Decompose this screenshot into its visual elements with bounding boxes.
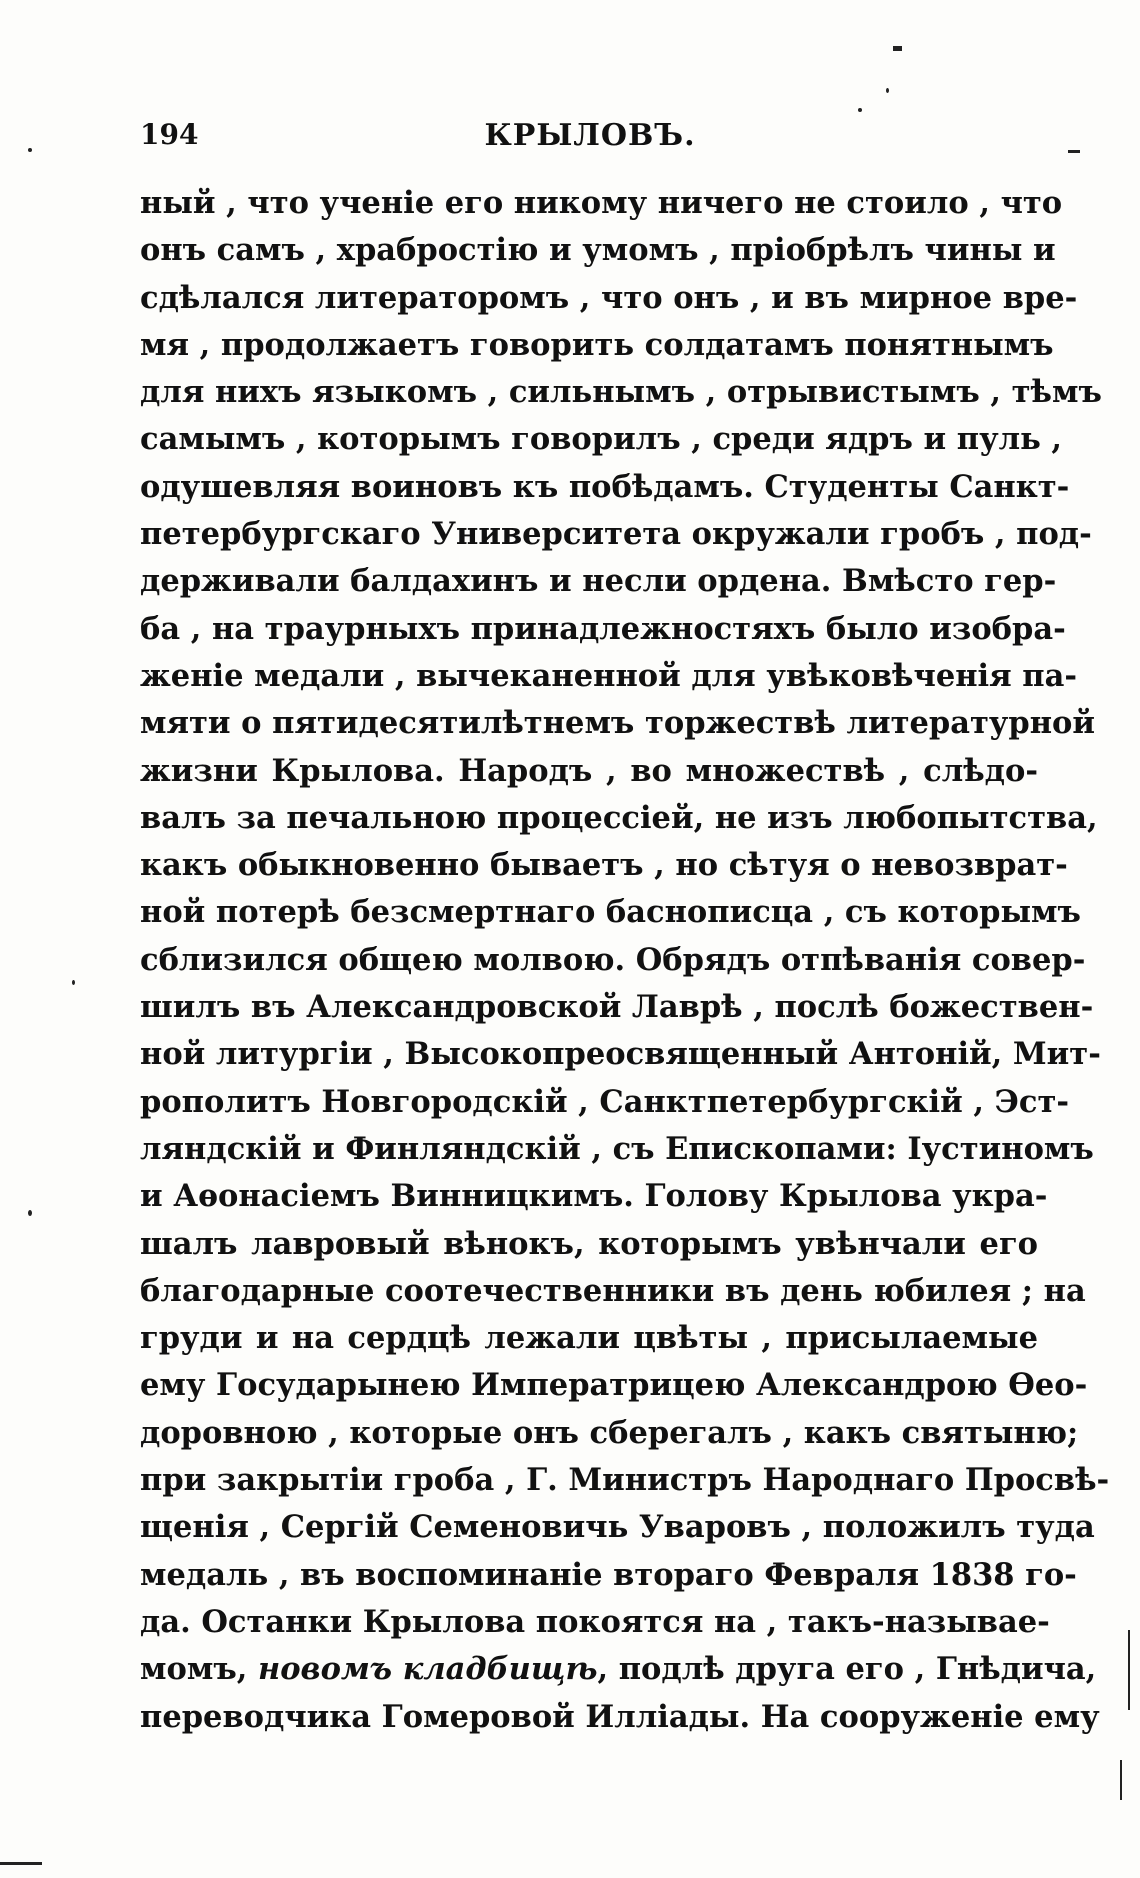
text-line: жизни Крылова. Народъ , во множествѣ , слѣдо- (140, 752, 1038, 789)
scan-edge-mark (0, 1862, 42, 1865)
text-line: какъ обыкновенно бываетъ , но сѣтуя о невозврат- (140, 847, 1068, 884)
scan-speck (72, 980, 75, 985)
running-title: КРЫЛОВЪ. (484, 118, 696, 153)
text-line: онъ самъ , храбростію и умомъ , пріобрѣлъ чины и (140, 232, 1056, 269)
text-line: женіе медали , вычеканенной для увѣковѣченія па- (140, 657, 1078, 694)
text-segment: момъ, (140, 1651, 258, 1688)
text-line-mixed (140, 1646, 1097, 1693)
text-line: ба , на траурныхъ принадлежностяхъ было изобра- (140, 610, 1066, 647)
scan-speck (858, 108, 862, 112)
text-line-last: переводчика Гомеровой Илліады. На сооруженіе ему (140, 1698, 1100, 1735)
text-line: мя , продолжаетъ говорить солдатамъ понятнымъ (140, 326, 1054, 363)
text-line: петербургскаго Университета окружали гробъ , под- (140, 516, 1092, 553)
text-line: ный , что ученіе его никому ничего не стоило , что (140, 185, 1063, 221)
text-line: шалъ лавровый вѣнокъ, которымъ увѣнчали его (140, 1225, 1038, 1262)
scan-speck (1068, 150, 1080, 153)
text-line: щенія , Сергій Семеновичь Уваровъ , положилъ туда (140, 1509, 1095, 1546)
text-segment: , подлѣ друга его , Гнѣдича, (597, 1651, 1097, 1688)
text-line: для нихъ языкомъ , сильнымъ , отрывистымъ , тѣмъ (140, 374, 1102, 411)
text-line: да. Останки Крылова покоятся на , такъ-называе- (140, 1603, 1050, 1640)
text-line: груди и на сердцѣ лежали цвѣты , присылаемые (140, 1320, 1038, 1357)
text-line: ной потерѣ безсмертнаго баснописца , съ которымъ (140, 894, 1081, 931)
text-line: при закрытіи гроба , Г. Министръ Народнаго Просвѣ- (140, 1462, 1110, 1499)
text-line: ему Государынею Императрицею Александрою Ѳео- (140, 1367, 1088, 1404)
page-number: 194 (140, 118, 199, 151)
text-line: держивали балдахинъ и несли ордена. Вмѣсто гер- (140, 563, 1057, 600)
text-line: сдѣлался литераторомъ , что онъ , и въ мирное вре- (140, 279, 1078, 316)
scan-margin-line (1128, 1630, 1130, 1710)
text-line: ной литургіи , Высокопреосвященный Антоній, Мит- (140, 1036, 1101, 1073)
scan-speck (886, 88, 889, 93)
text-line: и Аѳонасіемъ Винницкимъ. Голову Крылова укра- (140, 1178, 1048, 1215)
text-line: медаль , въ воспоминаніе втораго Февраля 1838 го- (140, 1556, 1077, 1593)
text-line: доровною , которые онъ сберегалъ , какъ святыню; (140, 1414, 1079, 1451)
text-line: валъ за печальною процессіей, не изъ любопытства, (140, 799, 1098, 836)
text-line: благодарные соотечественники въ день юбилея ; на (140, 1272, 1086, 1309)
scan-speck (893, 46, 902, 51)
text-line: самымъ , которымъ говорилъ , среди ядръ и пуль , (140, 421, 1063, 458)
text-line: одушевляя воиновъ къ побѣдамъ. Студенты Санкт- (140, 468, 1070, 505)
text-line: рополитъ Новгородскій , Санктпетербургскій , Эст- (140, 1083, 1069, 1120)
scan-margin-line (1120, 1760, 1122, 1800)
italic-phrase: новомъ кладбищѣ (257, 1651, 598, 1688)
text-line: ляндскій и Финляндскій , съ Епископами: Іустиномъ (140, 1130, 1094, 1167)
scan-speck (28, 148, 32, 152)
text-line: шилъ въ Александровской Лаврѣ , послѣ божествен- (140, 989, 1094, 1026)
page-header (140, 118, 1040, 168)
text-line: сблизился общею молвою. Обрядъ отпѣванія совер- (140, 941, 1086, 978)
body-text (140, 180, 1110, 1741)
text-line: мяти о пятидесятилѣтнемъ торжествѣ литературной (140, 705, 1096, 742)
scan-speck (28, 1210, 32, 1216)
